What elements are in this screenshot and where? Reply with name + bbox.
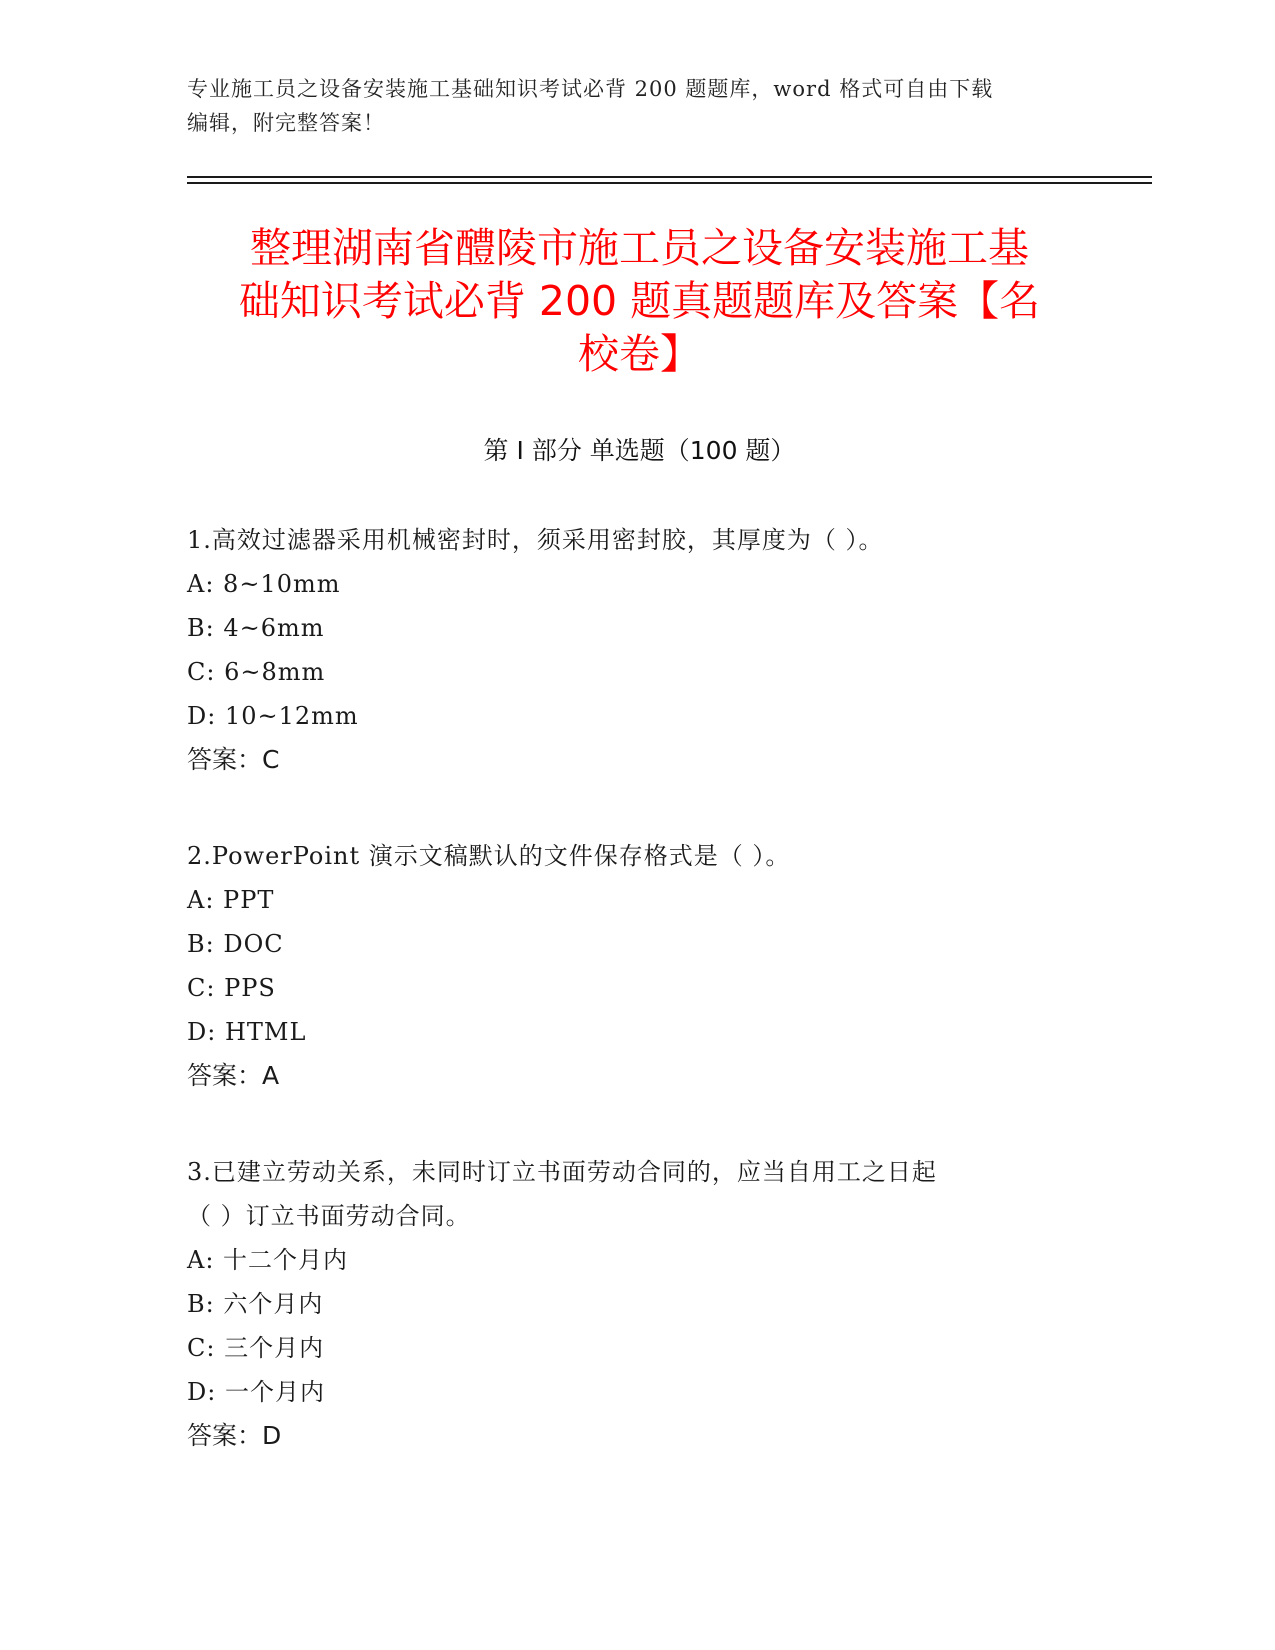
title-line-1: 整理湖南省醴陵市施工员之设备安装施工基 — [250, 224, 1029, 272]
question-3-stem-line-2: （ ）订立书面劳动合同。 — [187, 1202, 471, 1230]
title-line-3: 校卷】 — [578, 330, 701, 378]
question-1-stem: 1.高效过滤器采用机械密封时，须采用密封胶，其厚度为（ ）。 — [187, 526, 884, 554]
question-3-answer: 答案：D — [187, 1421, 282, 1450]
title-line-2: 础知识考试必背 200 题真题题库及答案【名 — [238, 277, 1041, 325]
question-1-answer: 答案：C — [187, 745, 280, 774]
header-note-line-1: 专业施工员之设备安装施工基础知识考试必背 200 题题库，word 格式可自由下载 — [187, 77, 994, 101]
header-note — [187, 72, 1087, 140]
question-3-option-a: A: 十二个月内 — [187, 1246, 349, 1274]
question-3-option-b: B: 六个月内 — [187, 1290, 324, 1318]
section-heading: 第 I 部分 单选题（100 题） — [483, 436, 796, 465]
question-1-option-c: C: 6~8mm — [187, 658, 326, 686]
question-2-option-b: B: DOC — [187, 930, 284, 958]
question-2-answer: 答案：A — [187, 1061, 280, 1090]
question-3-option-d: D: 一个月内 — [187, 1378, 325, 1406]
header-divider-bottom — [187, 182, 1152, 184]
question-1-option-b: B: 4~6mm — [187, 614, 325, 642]
question-3-stem-line-1: 3.已建立劳动关系，未同时订立书面劳动合同的，应当自用工之日起 — [187, 1158, 937, 1186]
question-2-option-c: C: PPS — [187, 974, 276, 1002]
header-note-line-2: 编辑，附完整答案！ — [187, 111, 385, 135]
question-2-stem: 2.PowerPoint 演示文稿默认的文件保存格式是（ ）。 — [187, 842, 791, 870]
question-2-option-d: D: HTML — [187, 1018, 307, 1046]
question-3-option-c: C: 三个月内 — [187, 1334, 325, 1362]
header-divider-top — [187, 176, 1152, 178]
question-1-option-d: D: 10~12mm — [187, 702, 359, 730]
question-1-option-a: A: 8~10mm — [187, 570, 341, 598]
document-title — [187, 222, 1092, 381]
question-2-option-a: A: PPT — [187, 886, 275, 914]
